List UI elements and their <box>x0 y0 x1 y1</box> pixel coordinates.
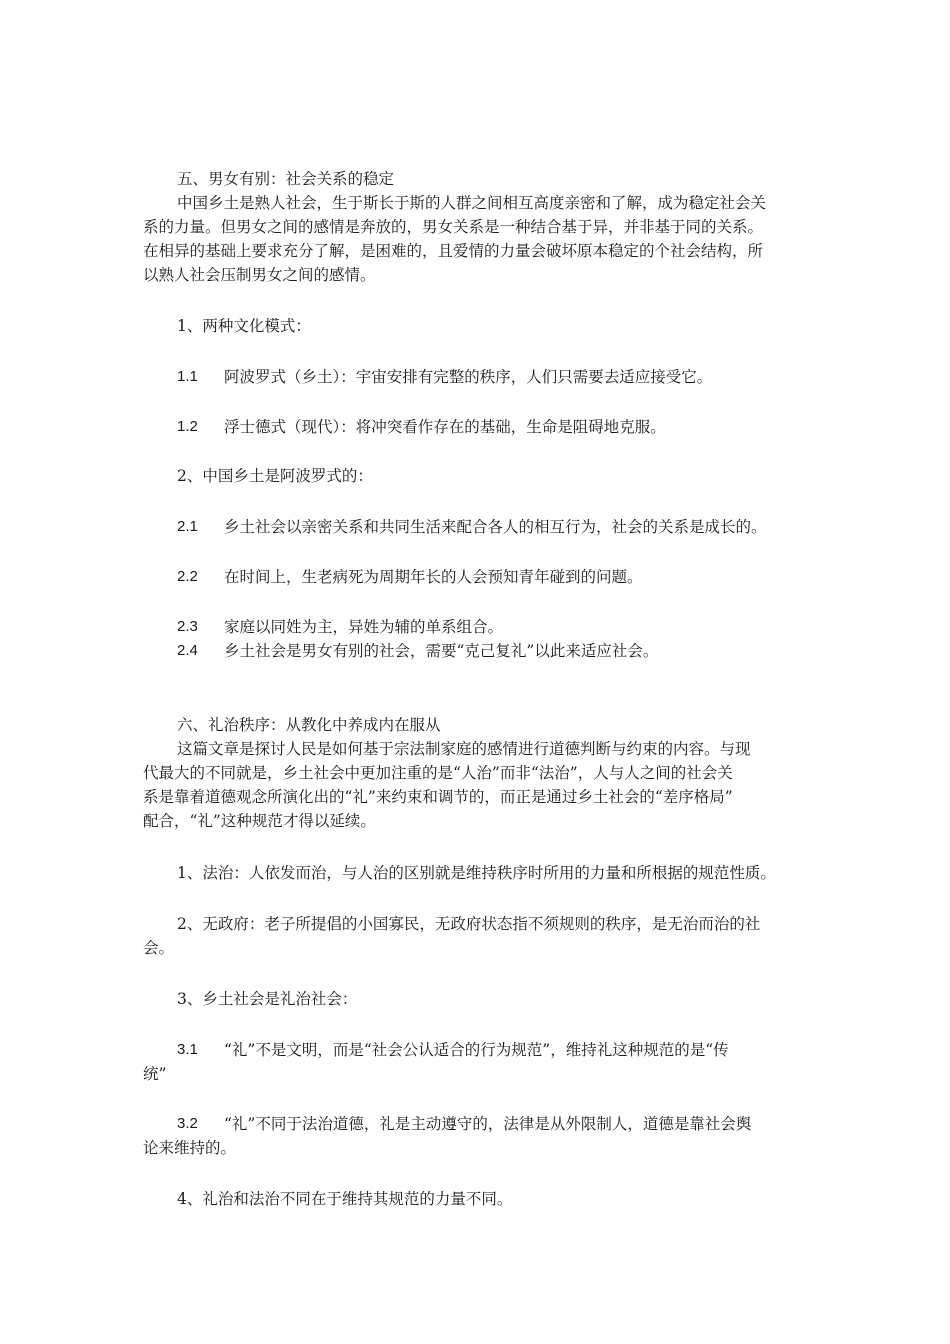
section-6-point-4: 4、礼治和法治不同在于维持其规范的力量不同。 <box>177 1190 513 1208</box>
item-number: 2.1 <box>177 518 198 535</box>
section-6-point-2-line: 2、无政府：老子所提倡的小国寡民，无政府状态指不须规则的秩序，是无治而治的社 <box>177 915 761 933</box>
item-text: 阿波罗式（乡土）：宇宙安排有完整的秩序，人们只需要去适应接受它。 <box>224 368 713 386</box>
section-6-point-2-line: 会。 <box>143 939 175 957</box>
section-5-title: 五、男女有别：社会关系的稳定 <box>177 170 395 188</box>
section-6-paragraph-line: 配合，“礼”这种规范才得以延续。 <box>143 812 376 830</box>
item-text: 在时间上，生老病死为周期年长的人会预知青年碰到的问题。 <box>224 568 643 586</box>
section-5-paragraph-line: 以熟人社会压制男女之间的感情。 <box>143 266 376 284</box>
section-6-title: 六、礼治秩序：从教化中养成内在服从 <box>177 716 441 734</box>
item-text: “礼”不是文明，而是“社会公认适合的行为规范”，维持礼这种规范的是“传 <box>224 1041 729 1059</box>
item-number: 1.2 <box>177 418 198 435</box>
item-text: 乡土社会以亲密关系和共同生活来配合各人的相互行为，社会的关系是成长的。 <box>224 518 767 536</box>
section-5-point-1: 1、两种文化模式： <box>177 317 311 335</box>
item-number: 3.2 <box>177 1115 198 1132</box>
item-number: 3.1 <box>177 1041 198 1058</box>
item-number: 1.1 <box>177 368 198 385</box>
item-text: 家庭以同姓为主，异姓为辅的单系组合。 <box>224 618 504 636</box>
section-6-point-3: 3、乡土社会是礼治社会： <box>177 990 358 1008</box>
item-text-continuation: 论来维持的。 <box>143 1139 237 1157</box>
section-6-paragraph-line: 这篇文章是探讨人民是如何基于宗法制家庭的感情进行道德判断与约束的内容。与现 <box>177 740 751 758</box>
item-number: 2.4 <box>177 642 198 659</box>
section-5-paragraph-line: 在相异的基础上要求充分了解，是困难的，且爱情的力量会破坏原本稳定的个社会结构，所 <box>143 242 764 260</box>
section-6-paragraph-line: 代最大的不同就是，乡土社会中更加注重的是“人治”而非“法治”，人与人之间的社会关 <box>143 764 733 782</box>
item-number: 2.3 <box>177 618 198 635</box>
item-text: 乡土社会是男女有别的社会，需要“克己复礼”以此来适应社会。 <box>224 642 659 660</box>
item-text: “礼”不同于法治道德，礼是主动遵守的，法律是从外限制人，道德是靠社会舆 <box>224 1115 752 1133</box>
item-number: 2.2 <box>177 568 198 585</box>
section-5-paragraph-line: 中国乡土是熟人社会，生于斯长于斯的人群之间相互高度亲密和了解，成为稳定社会关 <box>177 194 767 212</box>
section-5-paragraph-line: 系的力量。但男女之间的感情是奔放的，男女关系是一种结合基于异，并非基于同的关系。 <box>143 218 764 236</box>
section-6-paragraph-line: 系是靠着道德观念所演化出的“礼”来约束和调节的，而正是通过乡土社会的“差序格局” <box>143 788 733 806</box>
item-text-continuation: 统” <box>143 1065 167 1083</box>
section-5-point-2: 2、中国乡土是阿波罗式的： <box>177 467 373 485</box>
item-text: 浮士德式（现代）：将冲突看作存在的基础，生命是阻碍地克服。 <box>224 418 666 436</box>
section-6-point-1: 1、法治：人依发而治，与人治的区别就是维持秩序时所用的力量和所根据的规范性质。 <box>177 864 776 882</box>
